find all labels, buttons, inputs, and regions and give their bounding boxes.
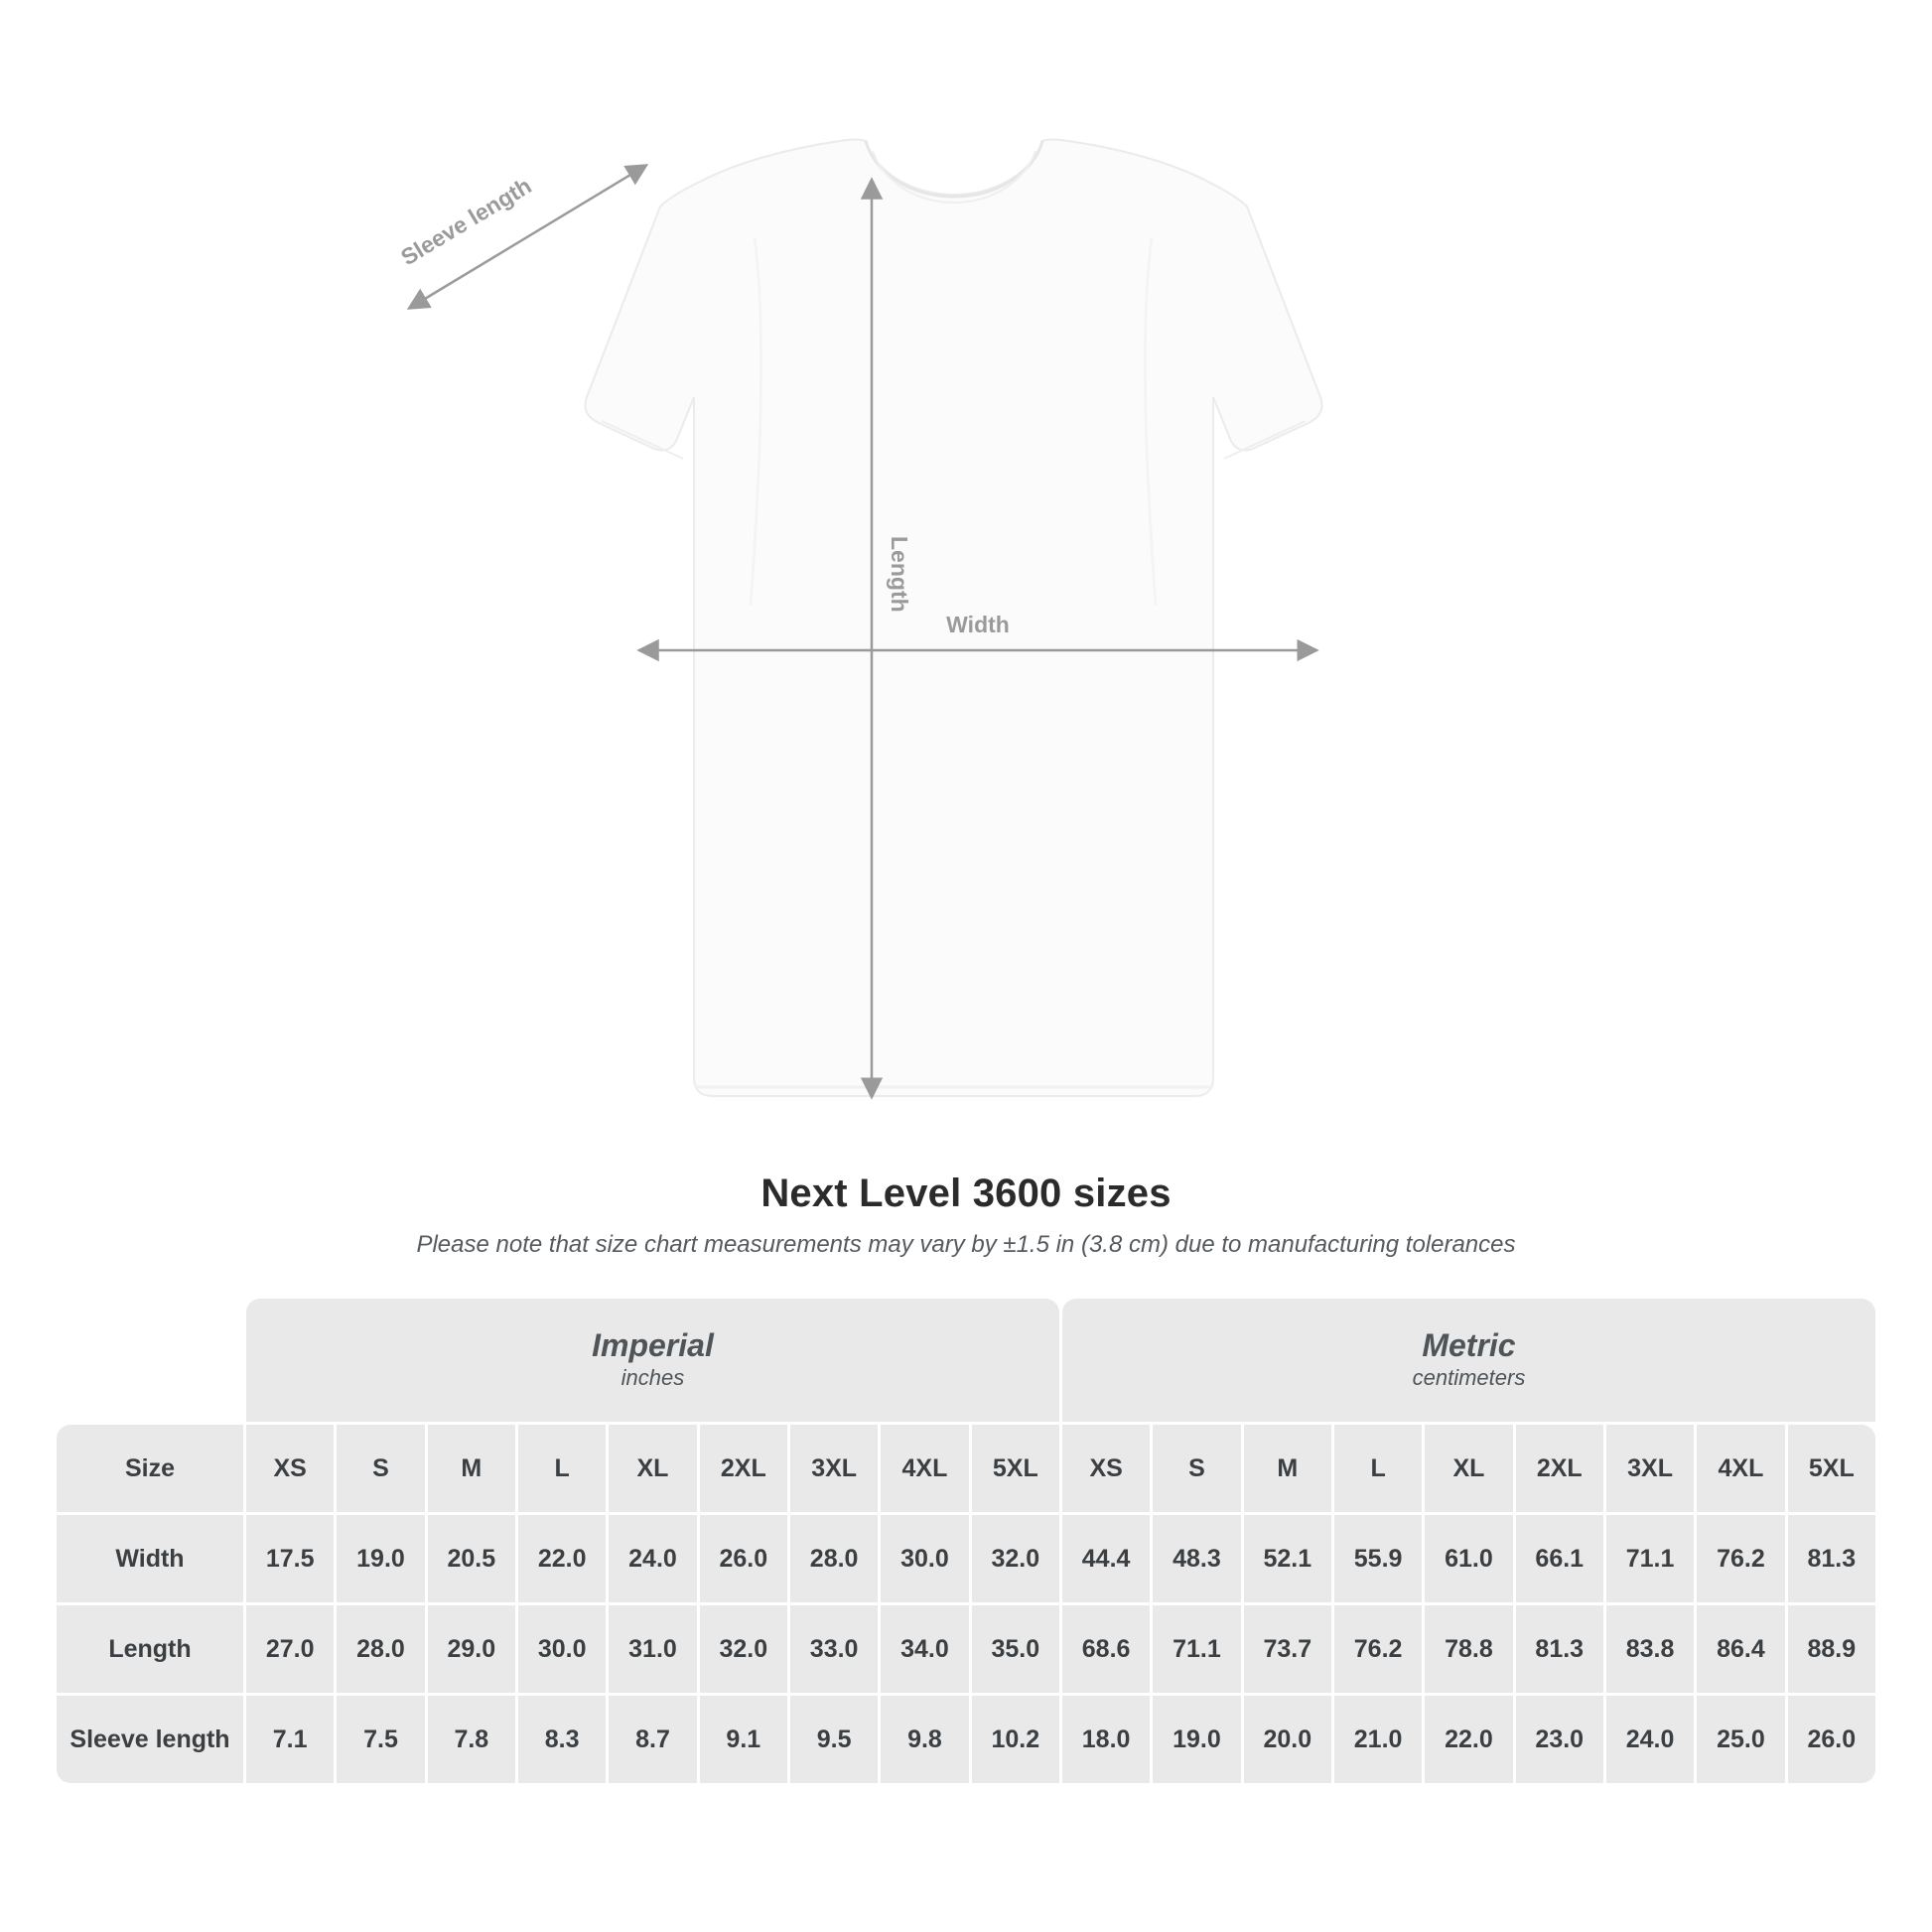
cell-sleeve-metric-xl: 22.0 — [1425, 1696, 1512, 1783]
cell-width-metric-5xl: 81.3 — [1788, 1515, 1875, 1602]
cell-width-imperial-xl: 24.0 — [609, 1515, 696, 1602]
cell-sleeve-imperial-xs: 7.1 — [246, 1696, 334, 1783]
row-label-sleeve-length: Sleeve length — [57, 1696, 243, 1783]
unit-group-imperial-unit: inches — [621, 1365, 685, 1391]
cell-width-imperial-xs: 17.5 — [246, 1515, 334, 1602]
cell-length-metric-3xl: 83.8 — [1606, 1605, 1694, 1693]
cell-width-imperial-4xl: 30.0 — [881, 1515, 968, 1602]
size-chart-table — [54, 1296, 1878, 1786]
cell-sleeve-metric-4xl: 25.0 — [1697, 1696, 1784, 1783]
cell-sleeve-imperial-2xl: 9.1 — [700, 1696, 787, 1783]
cell-width-metric-xl: 61.0 — [1425, 1515, 1512, 1602]
cell-sleeve-metric-5xl: 26.0 — [1788, 1696, 1875, 1783]
cell-length-imperial-5xl: 35.0 — [972, 1605, 1059, 1693]
header-imperial-l: L — [518, 1425, 606, 1512]
cell-sleeve-metric-3xl: 24.0 — [1606, 1696, 1694, 1783]
cell-length-imperial-m: 29.0 — [428, 1605, 515, 1693]
cell-sleeve-imperial-l: 8.3 — [518, 1696, 606, 1783]
cell-length-imperial-4xl: 34.0 — [881, 1605, 968, 1693]
row-label-length: Length — [57, 1605, 243, 1693]
page-title: Next Level 3600 sizes — [760, 1172, 1172, 1215]
table-corner — [57, 1299, 243, 1422]
header-metric-m: M — [1244, 1425, 1331, 1512]
header-metric-l: L — [1334, 1425, 1422, 1512]
cell-sleeve-imperial-m: 7.8 — [428, 1696, 515, 1783]
cell-sleeve-imperial-xl: 8.7 — [609, 1696, 696, 1783]
header-imperial-2xl: 2XL — [700, 1425, 787, 1512]
header-metric-xl: XL — [1425, 1425, 1512, 1512]
header-metric-s: S — [1153, 1425, 1240, 1512]
cell-length-metric-m: 73.7 — [1244, 1605, 1331, 1693]
header-metric-4xl: 4XL — [1697, 1425, 1784, 1512]
cell-sleeve-metric-l: 21.0 — [1334, 1696, 1422, 1783]
cell-length-imperial-xl: 31.0 — [609, 1605, 696, 1693]
size-header-row — [57, 1425, 1875, 1512]
table-row — [57, 1696, 1875, 1783]
cell-width-metric-3xl: 71.1 — [1606, 1515, 1694, 1602]
header-imperial-5xl: 5XL — [972, 1425, 1059, 1512]
cell-width-imperial-5xl: 32.0 — [972, 1515, 1059, 1602]
header-imperial-m: M — [428, 1425, 515, 1512]
unit-group-imperial-name: Imperial — [592, 1327, 714, 1364]
cell-width-metric-2xl: 66.1 — [1516, 1515, 1603, 1602]
header-imperial-4xl: 4XL — [881, 1425, 968, 1512]
cell-sleeve-metric-m: 20.0 — [1244, 1696, 1331, 1783]
length-label: Length — [887, 536, 912, 613]
cell-width-metric-4xl: 76.2 — [1697, 1515, 1784, 1602]
cell-length-metric-xs: 68.6 — [1062, 1605, 1150, 1693]
cell-length-metric-xl: 78.8 — [1425, 1605, 1512, 1693]
cell-length-metric-5xl: 88.9 — [1788, 1605, 1875, 1693]
cell-sleeve-metric-xs: 18.0 — [1062, 1696, 1150, 1783]
sleeve-length-dimension — [396, 166, 645, 308]
unit-group-metric — [1062, 1299, 1875, 1422]
cell-length-metric-4xl: 86.4 — [1697, 1605, 1784, 1693]
sleeve-length-label: Sleeve length — [396, 172, 536, 271]
header-metric-2xl: 2XL — [1516, 1425, 1603, 1512]
header-imperial-xs: XS — [246, 1425, 334, 1512]
cell-sleeve-imperial-4xl: 9.8 — [881, 1696, 968, 1783]
header-metric-5xl: 5XL — [1788, 1425, 1875, 1512]
cell-width-metric-m: 52.1 — [1244, 1515, 1331, 1602]
cell-length-imperial-l: 30.0 — [518, 1605, 606, 1693]
cell-width-metric-s: 48.3 — [1153, 1515, 1240, 1602]
cell-length-imperial-xs: 27.0 — [246, 1605, 334, 1693]
header-size-label: Size — [57, 1425, 243, 1512]
row-label-width: Width — [57, 1515, 243, 1602]
cell-width-imperial-m: 20.5 — [428, 1515, 515, 1602]
cell-length-imperial-2xl: 32.0 — [700, 1605, 787, 1693]
table-row — [57, 1605, 1875, 1693]
cell-sleeve-imperial-3xl: 9.5 — [790, 1696, 878, 1783]
cell-sleeve-imperial-s: 7.5 — [337, 1696, 424, 1783]
cell-width-imperial-l: 22.0 — [518, 1515, 606, 1602]
cell-length-imperial-3xl: 33.0 — [790, 1605, 878, 1693]
cell-length-metric-l: 76.2 — [1334, 1605, 1422, 1693]
unit-group-metric-name: Metric — [1422, 1327, 1516, 1364]
cell-sleeve-imperial-5xl: 10.2 — [972, 1696, 1059, 1783]
tolerance-note: Please note that size chart measurements may vary by ±1.5 in (3.8 cm) due to manufacturing tolerances — [416, 1231, 1516, 1258]
cell-length-imperial-s: 28.0 — [337, 1605, 424, 1693]
cell-width-metric-xs: 44.4 — [1062, 1515, 1150, 1602]
unit-group-imperial — [246, 1299, 1059, 1422]
cell-width-imperial-s: 19.0 — [337, 1515, 424, 1602]
cell-width-metric-l: 55.9 — [1334, 1515, 1422, 1602]
unit-group-metric-unit: centimeters — [1412, 1365, 1526, 1391]
cell-sleeve-metric-2xl: 23.0 — [1516, 1696, 1603, 1783]
header-imperial-3xl: 3XL — [790, 1425, 878, 1512]
cell-sleeve-metric-s: 19.0 — [1153, 1696, 1240, 1783]
cell-length-metric-2xl: 81.3 — [1516, 1605, 1603, 1693]
unit-group-header-row — [57, 1299, 1875, 1422]
header-metric-xs: XS — [1062, 1425, 1150, 1512]
table-row — [57, 1515, 1875, 1602]
header-metric-3xl: 3XL — [1606, 1425, 1694, 1512]
width-label: Width — [946, 612, 1010, 637]
cell-width-imperial-3xl: 28.0 — [790, 1515, 878, 1602]
cell-width-imperial-2xl: 26.0 — [700, 1515, 787, 1602]
header-imperial-s: S — [337, 1425, 424, 1512]
header-imperial-xl: XL — [609, 1425, 696, 1512]
cell-length-metric-s: 71.1 — [1153, 1605, 1240, 1693]
